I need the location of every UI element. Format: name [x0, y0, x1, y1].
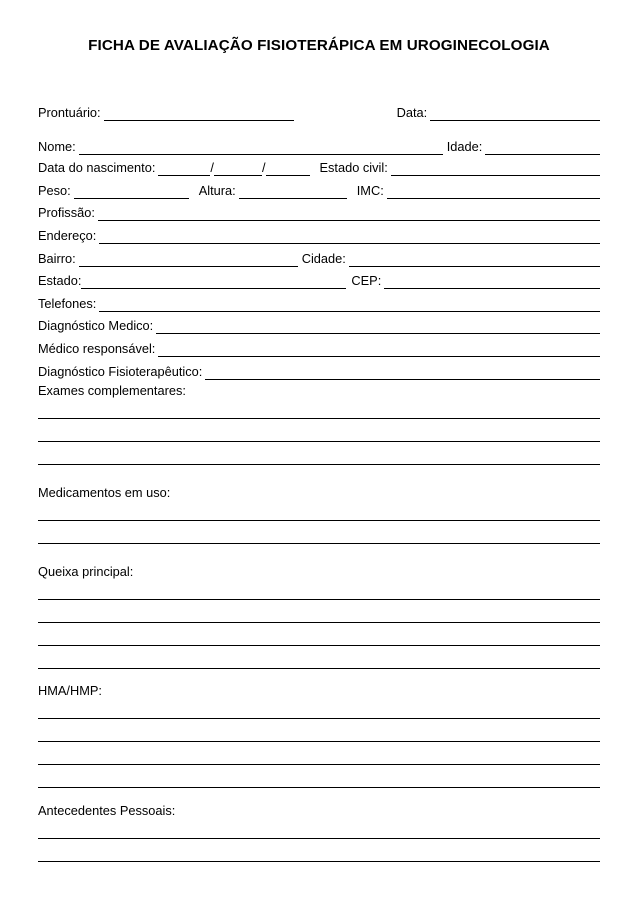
cep-blank[interactable]: [384, 276, 600, 289]
peso-blank[interactable]: [74, 186, 189, 199]
queixa-line-2[interactable]: [38, 622, 600, 623]
endereco-blank[interactable]: [99, 231, 600, 244]
slash-2: /: [261, 160, 266, 175]
medico-responsavel-blank[interactable]: [158, 344, 600, 357]
diagnostico-fisio-label: Diagnóstico Fisioterapêutico:: [38, 364, 203, 379]
medicamentos-line-1[interactable]: [38, 520, 600, 521]
queixa-line-1[interactable]: [38, 599, 600, 600]
imc-label: IMC:: [356, 183, 384, 198]
row-nascimento-estado-civil: [38, 160, 600, 176]
altura-label: Altura:: [198, 183, 236, 198]
diagnostico-fisio-blank[interactable]: [205, 367, 600, 380]
medico-responsavel-label: Médico responsável:: [38, 341, 156, 356]
estado-civil-blank[interactable]: [391, 163, 600, 176]
medicamentos-heading: Medicamentos em uso:: [38, 485, 171, 500]
nome-blank[interactable]: [79, 142, 443, 155]
profissao-blank[interactable]: [98, 208, 600, 221]
row-medico-responsavel: [38, 341, 600, 357]
antecedentes-line-1[interactable]: [38, 838, 600, 839]
row-profissao: [38, 205, 600, 221]
hma-line-2[interactable]: [38, 741, 600, 742]
exames-line-3[interactable]: [38, 464, 600, 465]
nascimento-ano-blank[interactable]: [266, 163, 310, 176]
queixa-heading: Queixa principal:: [38, 564, 134, 579]
cep-label: CEP:: [351, 273, 382, 288]
diagnostico-medico-label: Diagnóstico Medico:: [38, 318, 154, 333]
row-telefones: [38, 296, 600, 312]
queixa-line-3[interactable]: [38, 645, 600, 646]
nascimento-mes-blank[interactable]: [214, 163, 262, 176]
medicamentos-line-2[interactable]: [38, 543, 600, 544]
telefones-label: Telefones:: [38, 296, 97, 311]
row-diagnostico-medico: [38, 318, 600, 334]
antecedentes-line-2[interactable]: [38, 861, 600, 862]
estado-blank[interactable]: [81, 276, 346, 289]
data-nascimento-label: Data do nascimento:: [38, 160, 156, 175]
altura-blank[interactable]: [239, 186, 347, 199]
hma-line-3[interactable]: [38, 764, 600, 765]
profissao-label: Profissão:: [38, 205, 95, 220]
telefones-blank[interactable]: [99, 299, 600, 312]
bairro-label: Bairro:: [38, 251, 76, 266]
exames-line-2[interactable]: [38, 441, 600, 442]
imc-blank[interactable]: [387, 186, 600, 199]
hma-heading: HMA/HMP:: [38, 683, 102, 698]
nascimento-dia-blank[interactable]: [158, 163, 210, 176]
data-label: Data:: [396, 105, 428, 120]
row-endereco: [38, 228, 600, 244]
exames-line-1[interactable]: [38, 418, 600, 419]
data-blank[interactable]: [430, 108, 600, 121]
prontuario-label: Prontuário:: [38, 105, 101, 120]
slash-1: /: [210, 160, 214, 175]
idade-blank[interactable]: [485, 142, 600, 155]
estado-civil-label: Estado civil:: [319, 160, 388, 175]
prontuario-blank[interactable]: [104, 108, 294, 121]
diagnostico-medico-blank[interactable]: [156, 321, 600, 334]
cidade-label: Cidade:: [301, 251, 346, 266]
cidade-blank[interactable]: [349, 254, 600, 267]
row-peso-altura-imc: [38, 183, 600, 199]
row-nome-idade: [38, 139, 600, 155]
exames-heading: Exames complementares:: [38, 383, 186, 398]
nome-label: Nome:: [38, 139, 76, 154]
estado-label: Estado:: [38, 273, 82, 288]
peso-label: Peso:: [38, 183, 71, 198]
queixa-line-4[interactable]: [38, 668, 600, 669]
hma-line-1[interactable]: [38, 718, 600, 719]
row-estado-cep: [38, 273, 600, 289]
antecedentes-heading: Antecedentes Pessoais:: [38, 803, 176, 818]
endereco-label: Endereço:: [38, 228, 97, 243]
row-bairro-cidade: [38, 251, 600, 267]
row-diagnostico-fisio: [38, 364, 600, 380]
idade-label: Idade:: [446, 139, 483, 154]
form-title: FICHA DE AVALIAÇÃO FISIOTERÁPICA EM UROGINECOLOGIA: [88, 37, 550, 54]
row-prontuario-data: [38, 105, 600, 121]
bairro-blank[interactable]: [79, 254, 298, 267]
hma-line-4[interactable]: [38, 787, 600, 788]
